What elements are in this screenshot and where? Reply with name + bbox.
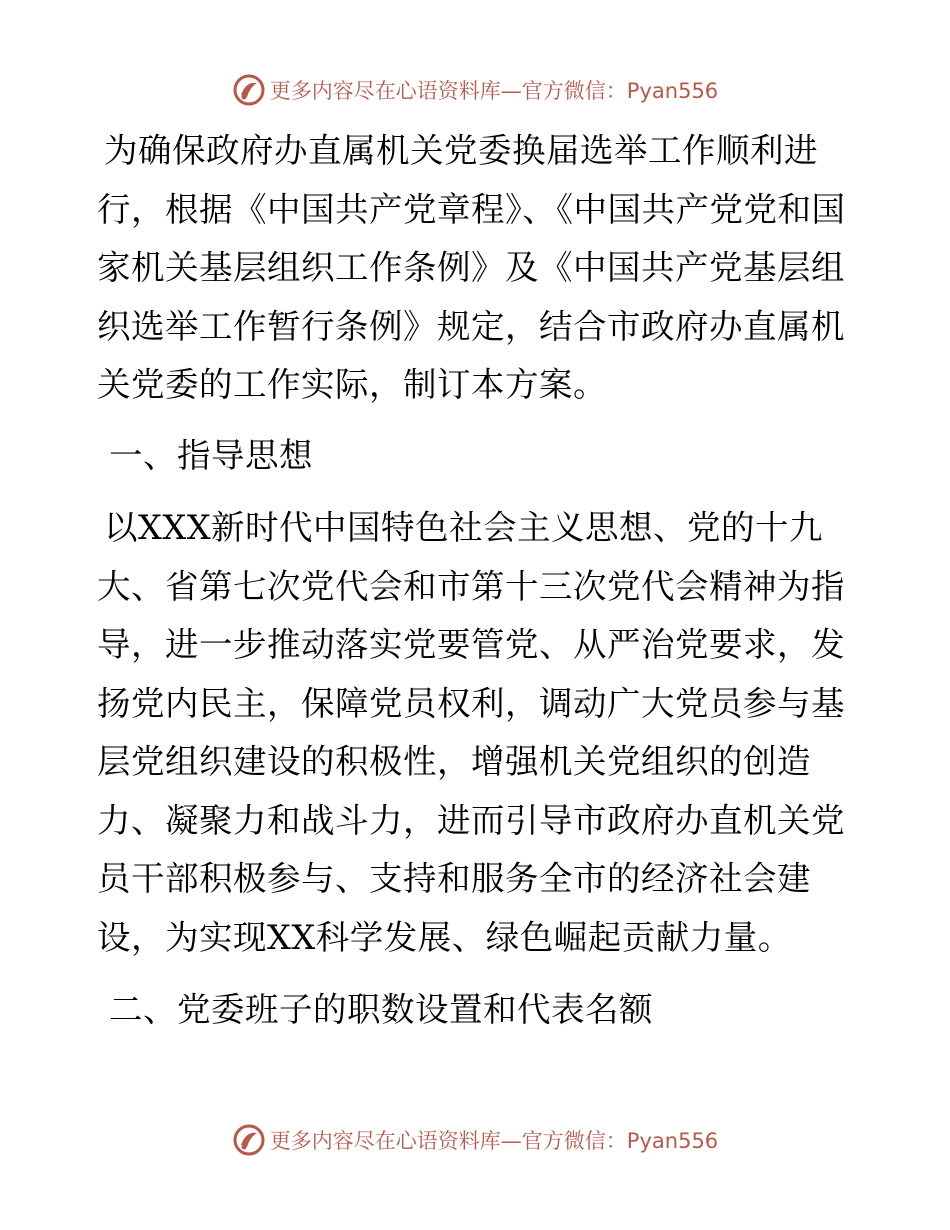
section-1-paragraph: 以XXX新时代中国特色社会主义思想、党的十九大、省第七次党代会和市第十三次党代会精神为指导，进一步推动落实党要管党、从严治党要求，发扬党内民主，保障党员权利，调动广大党员参与基层党组织建设的积极性，增强机关党组织的创造力、凝聚力和战斗力，进而引导市政府办直机关党员干部积极参与、支持和服务全市的经济社会建设，为实现XX科学发展、绿色崛起贡献力量。 (97, 508, 845, 957)
intro-paragraph: 为确保政府办直属机关党委换届选举工作顺利进行，根据《中国共产党章程》、《中国共产党党和国家机关基层组织工作条例》及《中国共产党基层组织选举工作暂行条例》规定，结合市政府办直属机关党委的工作实际，制订本方案。 (97, 131, 846, 404)
brand-logo-icon (232, 1123, 266, 1157)
header-watermark (0, 70, 950, 110)
section-heading-1: 一、指导思想 (109, 435, 313, 475)
section-heading-2: 二、党委班子的职数设置和代表名额 (109, 990, 653, 1029)
watermark-text: 更多内容尽在心语资料库—官方微信：Pyan556 (269, 1129, 719, 1153)
watermark-text: 更多内容尽在心语资料库—官方微信：Pyan556 (269, 79, 719, 103)
brand-logo-icon (232, 73, 266, 107)
document-body (97, 122, 857, 1040)
footer-watermark (0, 1120, 950, 1160)
